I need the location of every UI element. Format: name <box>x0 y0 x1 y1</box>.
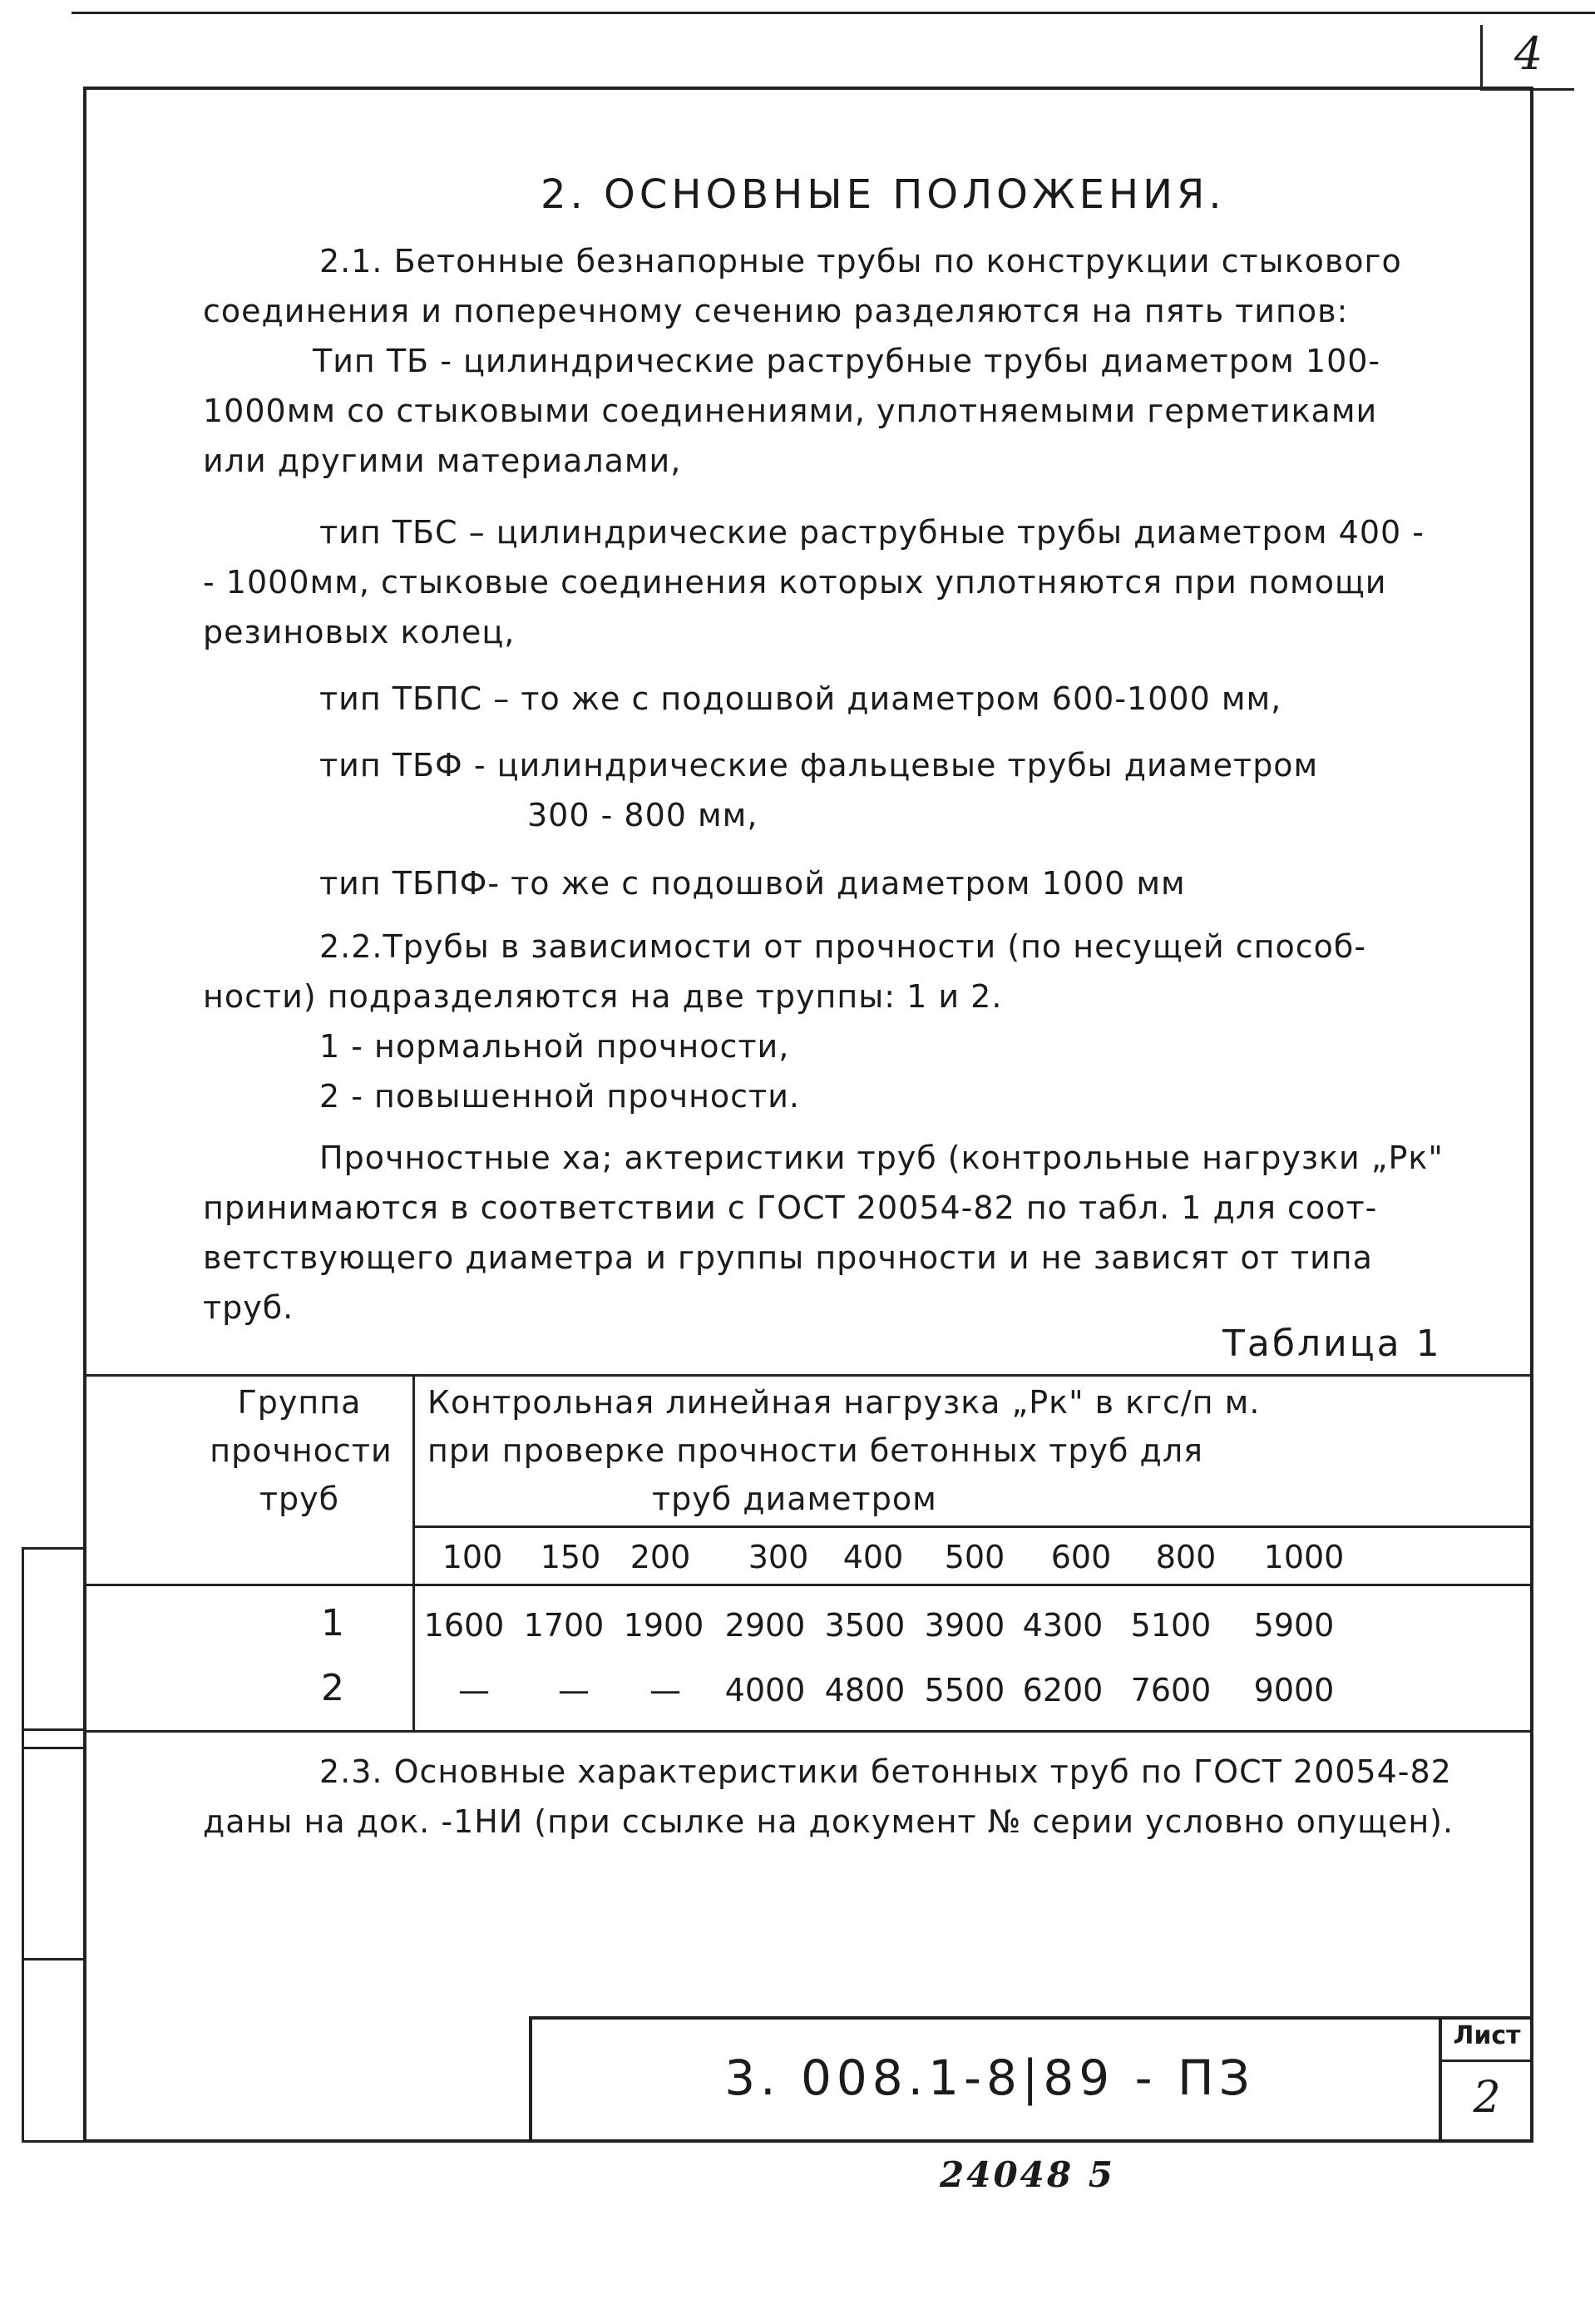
paragraph-line: 300 - 800 мм, <box>527 797 758 833</box>
table-cell: 9000 <box>1253 1672 1335 1708</box>
table-cell: 2900 <box>724 1607 806 1644</box>
table-cell: 6200 <box>1022 1672 1104 1708</box>
paragraph-line: ветствующего диаметра и группы прочности и не зависят от типа <box>203 1239 1373 1276</box>
table-cell: 4300 <box>1022 1607 1104 1644</box>
table-header-load: труб диаметром <box>652 1481 937 1517</box>
table-cell: 5100 <box>1130 1607 1212 1644</box>
table-row-group: 1 <box>321 1602 344 1644</box>
paragraph-line: 2 - повышенной прочности. <box>319 1078 800 1115</box>
paragraph-line: 2.3. Основные характеристики бетонных труб по ГОСТ 20054-82 <box>319 1753 1452 1790</box>
paragraph-line: тип ТБПС – то же с подошвой диаметром 600-1000 мм, <box>319 680 1282 717</box>
table-cell: 1600 <box>423 1607 505 1644</box>
table-cell: — <box>458 1672 490 1708</box>
table-cell: 3900 <box>924 1607 1005 1644</box>
table-cell: 4800 <box>824 1672 906 1708</box>
binding-cell <box>24 1961 83 2142</box>
table-header-bottom-rule <box>83 1584 1533 1586</box>
table-diameter: 300 <box>748 1539 809 1575</box>
paragraph-line: 1 - нормальной прочности, <box>319 1028 790 1065</box>
paragraph-line: 1000мм со стыковыми соединениями, уплотняемыми герметиками <box>203 393 1378 429</box>
document-code: 3. 008.1-8|89 - ПЗ <box>724 2050 1255 2106</box>
table-header-group: Группа <box>237 1384 362 1421</box>
paragraph-line: тип ТБФ - цилиндрические фальцевые трубы диаметром <box>319 747 1319 784</box>
table-header-rule <box>414 1525 1533 1528</box>
table-cell: 3500 <box>824 1607 906 1644</box>
table-cell: 7600 <box>1130 1672 1212 1708</box>
paragraph-line: даны на док. -1НИ (при ссылке на документ № серии условно опущен). <box>203 1803 1454 1840</box>
paragraph-line: Прочностные ха; актеристики труб (контрольные нагрузки „Рк" <box>319 1140 1444 1176</box>
table-diameter: 500 <box>944 1539 1005 1575</box>
paragraph-line: - 1000мм, стыковые соединения которых уплотняются при помощи <box>203 564 1387 601</box>
table-diameter: 600 <box>1050 1539 1112 1575</box>
table-diameter: 400 <box>842 1539 904 1575</box>
binding-strip <box>22 1547 83 2143</box>
paragraph-line: резиновых колец, <box>203 614 516 650</box>
sheet-label: Лист <box>1453 2021 1521 2050</box>
paragraph-line: труб. <box>203 1289 294 1326</box>
table-caption: Таблица 1 <box>1222 1323 1442 1365</box>
page-title: 2. ОСНОВНЫЕ ПОЛОЖЕНИЯ. <box>541 171 1226 218</box>
table-cell: 5900 <box>1253 1607 1335 1644</box>
table-cell: 1700 <box>523 1607 605 1644</box>
table-cell: 1900 <box>623 1607 704 1644</box>
top-rule <box>72 12 1595 14</box>
corner-page-number: 4 <box>1480 25 1574 91</box>
paragraph-line: 2.2.Трубы в зависимости от прочности (по несущей способ- <box>319 928 1367 965</box>
paragraph-line: ности) подразделяются на две труппы: 1 и 2. <box>203 978 1003 1015</box>
table-diameter: 100 <box>442 1539 503 1575</box>
table-cell: 5500 <box>924 1672 1005 1708</box>
archive-number: 24048 5 <box>940 2154 1115 2195</box>
paragraph-line: соединения и поперечному сечению разделяются на пять типов: <box>203 293 1349 329</box>
paragraph-line: или другими материалами, <box>203 443 682 479</box>
table-header-load: Контрольная линейная нагрузка „Рк" в кгс/п м. <box>427 1384 1261 1421</box>
table-column-rule <box>412 1374 415 1733</box>
paragraph-line: тип ТБС – цилиндрические раструбные трубы диаметром 400 - <box>319 514 1425 551</box>
sheet-number: 2 <box>1473 2073 1501 2123</box>
table-diameter: 1000 <box>1263 1539 1345 1575</box>
paragraph-line: принимаются в соответствии с ГОСТ 20054-82 по табл. 1 для соот- <box>203 1189 1378 1226</box>
table-cell: — <box>558 1672 590 1708</box>
binding-cell <box>24 1749 83 1961</box>
table-row-group: 2 <box>321 1667 344 1709</box>
sheet-divider <box>1442 2059 1533 2062</box>
binding-cell <box>24 1550 83 1749</box>
table-bottom-rule <box>83 1730 1533 1733</box>
binding-divider <box>22 1728 83 1731</box>
paragraph-line: тип ТБПФ- то же с подошвой диаметром 1000 мм <box>319 865 1186 902</box>
table-diameter: 800 <box>1155 1539 1217 1575</box>
table-header-group: труб <box>259 1481 340 1517</box>
table-header-group: прочности <box>210 1432 393 1469</box>
table-header-load: при проверке прочности бетонных труб для <box>427 1432 1203 1469</box>
table-diameter: 200 <box>630 1539 691 1575</box>
table-top-rule <box>83 1374 1533 1377</box>
paragraph-line: Тип ТБ - цилиндрические раструбные трубы диаметром 100- <box>313 343 1381 379</box>
paragraph-line: 2.1. Бетонные безнапорные трубы по конструкции стыкового <box>319 243 1402 279</box>
table-cell: 4000 <box>724 1672 806 1708</box>
table-diameter: 150 <box>540 1539 601 1575</box>
table-cell: — <box>649 1672 681 1708</box>
